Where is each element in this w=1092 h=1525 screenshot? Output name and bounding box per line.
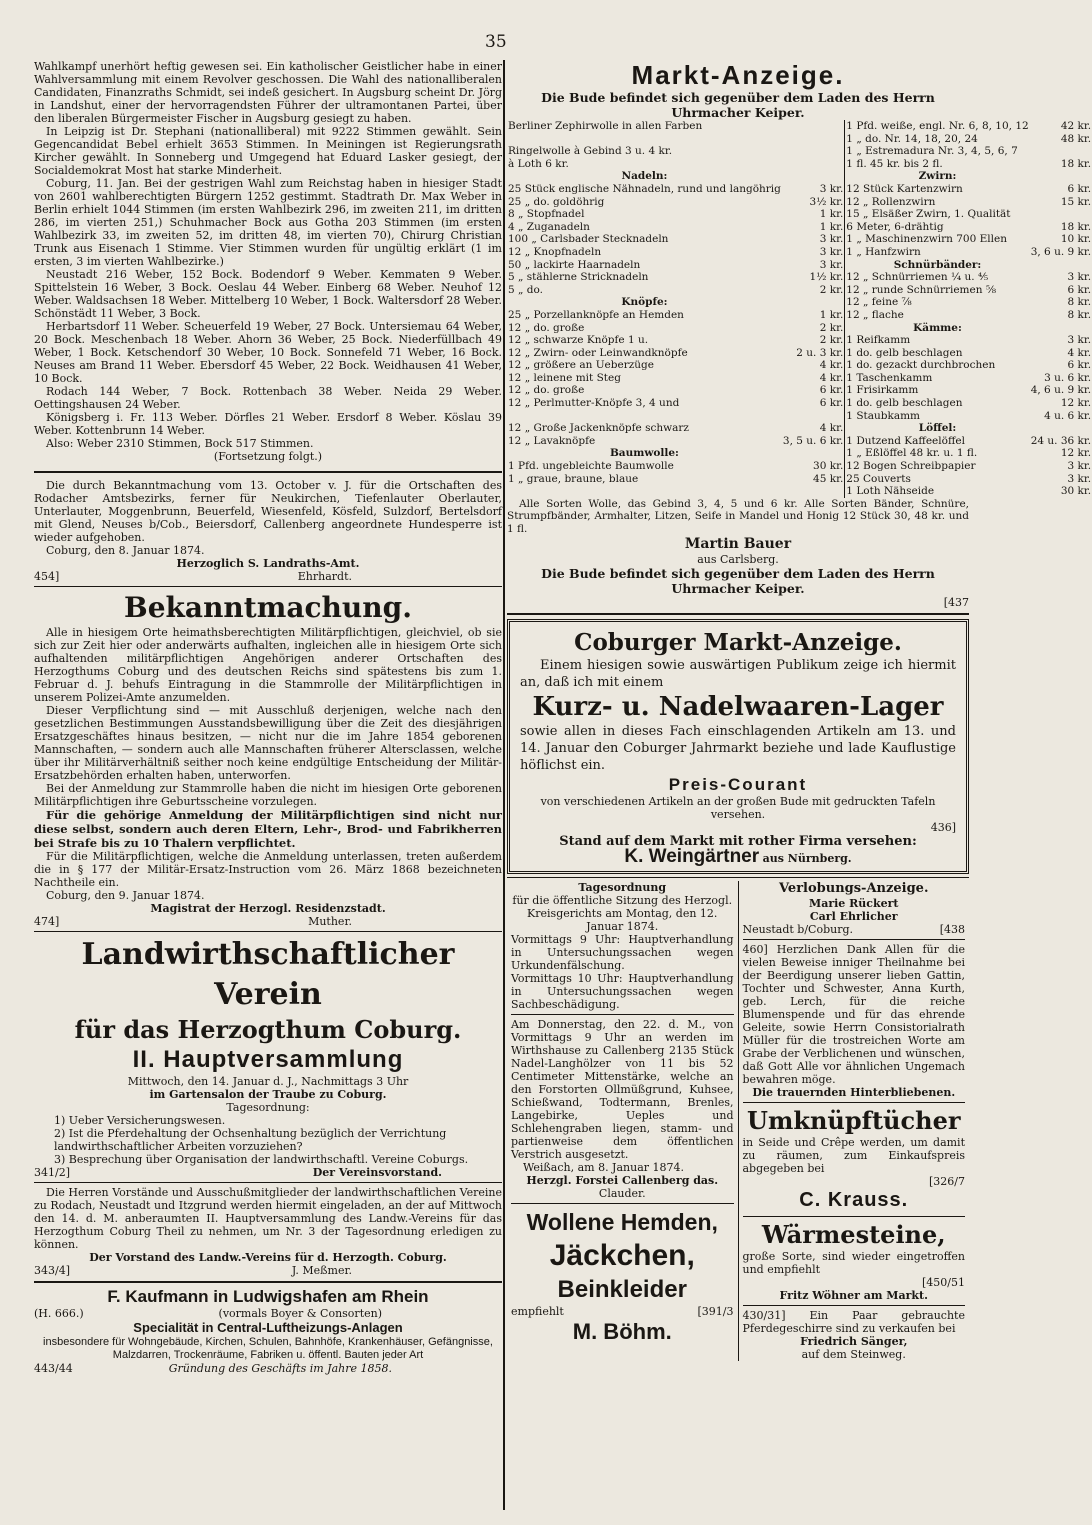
price-item: 1 „ do. Nr. 14, 18, 20, 24 [846,132,978,145]
price-item: 12 „ flache [846,308,904,321]
bek-paragraph: Alle in hiesigem Orte heimathsberechtigten Militärpflichtigen, gleichviel, ob sie sich zur Zeit hier oder anderwärts aufhalten, ingleichen alle in hiesigem Orte sich aufhaltenden militärpflichtigen Angehörigen anderer Ortschaften des Herzogthums Coburg und des deutschen Reichs sind spätestens bis zum 1. Februar d. J. behufs Eintragung in die Stammrolle der Militärpflichtigen in unserem Polizei-Amte anzumelden. [34,626,502,704]
divider [34,471,502,473]
price-value: 3½ kr. [809,195,844,208]
price-item: 12 „ Schnürriemen ¼ u. ⅘ [846,271,989,284]
kaufmann-text: insbesondere für Wohngebäude, Kirchen, Schulen, Bahnhöfe, Krankenhäuser, Gefängnisse, Malzdarren, Trockenräume, Fabriken u. öffentl. Bauten jeder Art [43,1336,493,1361]
price-item: 12 „ do. große [508,384,585,397]
cob-name: K. Weingärtner [624,845,760,867]
ads-left-sub [507,881,738,1361]
price-item: 1 Loth Nähseide [846,485,935,498]
kaufmann-ad [34,1287,502,1375]
umk-title: Umknüpftücher [747,1105,961,1135]
price-item: Zwirn: [918,170,957,183]
price-value [782,158,845,171]
dank-signature: Die trauernden Hinterbliebenen. [752,1085,956,1099]
price-value [1030,322,1092,335]
report-paragraph: In Leipzig ist Dr. Stephani (nationalliberal) mit 9222 Stimmen gewählt. Sein Gegencandidat Bebel erhielt 3653 Stimmen. In Meiningen ist Regierungsrath Kircher gewählt. In Sonneberg und Umgegend hat Eduard Lasker gesiegt, der Socialdemokrat Most hat starke Minderheit. [34,125,502,177]
wollene-emp: empfiehlt [511,1304,564,1318]
verl-name: Carl Ehrlicher [809,909,898,923]
price-row [507,259,1092,272]
price-row [507,233,1092,246]
notice-authority: Herzoglich S. Landraths-Amt. [176,557,360,570]
divider [34,1281,502,1283]
price-list [507,120,1092,498]
price-value: 3, 6 u. 9 kr. [1030,245,1092,258]
umk-text: in Seide und Crêpe werden, um damit zu räumen, zum Einkaufspreis abgegeben bei [742,1135,965,1175]
tages-head: Tagesordnung [578,880,667,894]
price-value: 3 kr. [819,245,844,258]
price-item: 12 „ Knopfnadeln [508,245,602,258]
price-value: 48 kr. [1060,132,1092,145]
forst-signer: Clauder. [598,1186,646,1200]
verl-head: Verlobungs-Anzeige. [779,880,929,896]
price-row [507,473,1092,486]
price-row [507,158,1092,171]
verein-signature-2: Der Vorstand des Landw.-Vereins für d. Herzogth. Coburg. [89,1251,447,1264]
price-item: 12 „ Perlmutter-Knöpfe 3, 4 und [508,397,680,410]
price-value: 3 kr. [1067,460,1092,473]
waerme-name: Fritz Wöhner am Markt. [779,1288,928,1302]
price-value [782,120,845,133]
price-value: 30 kr. [813,460,844,473]
price-item [507,133,782,146]
price-item: 1 do. gelb beschlagen [846,346,963,359]
verl-number: [438 [939,922,965,936]
price-item: 1 Pfd. weiße, engl. Nr. 6, 8, 10, 12 [846,120,1029,132]
price-item: Kämme: [913,321,962,334]
notice-signer: Ehrhardt. [297,570,352,583]
cob-preis-courant: Preis-Courant [668,774,808,794]
price-item: 12 „ runde Schnürriemen ⅝ [846,283,997,296]
price-item: 12 „ Lavaknöpfe [508,434,596,447]
price-row [507,309,1092,322]
price-item: 8 „ Stopfnadel [508,208,585,221]
continuation-note: (Fortsetzung folgt.) [213,450,323,463]
ads-grid [507,881,969,1361]
price-item: 5 „ do. [508,283,543,296]
cob-headline: Kurz- u. Nadelwaaren-Lager [532,691,944,722]
price-item: Schnürbänder: [893,258,982,271]
waerme-number: [450/51 [922,1275,965,1289]
price-item: 1 „ Estremadura Nr. 3, 4, 5, 6, 7 [846,145,1018,158]
price-value [782,485,845,498]
price-value [782,133,845,146]
price-value [782,447,845,460]
wollene-line: Beinkleider [557,1275,687,1303]
price-value: 24 u. 36 kr. [1030,434,1092,447]
price-row [507,485,1092,498]
price-value: 30 kr. [1060,485,1092,498]
price-item: 1 Pfd. ungebleichte Baumwolle [508,460,674,473]
wollene-name: M. Böhm. [572,1318,672,1344]
price-value: 3 kr. [1067,271,1092,284]
price-value: 3 kr. [819,182,844,195]
price-value: 3 u. 6 kr. [1044,371,1092,384]
price-value: 6 kr. [1067,359,1092,372]
price-value: 8 kr. [1067,296,1092,309]
price-value: 4 u. 6 kr. [1044,409,1092,422]
markt-number: [437 [943,595,969,609]
price-item: 1 Taschenkamm [846,371,933,384]
verein-number: 341/2] [34,1166,70,1179]
price-value: 4, 6 u. 9 kr. [1030,384,1092,397]
price-item [507,410,782,423]
cob-title: Coburger Markt-Anzeige. [574,628,902,656]
pferde-text: 430/31] Ein Paar gebrauchte Pferdegeschirre sind zu verkaufen bei [742,1308,965,1335]
umk-number: [326/7 [929,1174,965,1188]
kaufmann-number: 443/44 [34,1362,73,1375]
report-paragraph: Also: Weber 2310 Stimmen, Bock 517 Stimmen. [46,437,314,450]
price-item: 4 „ Zuganadeln [508,220,590,233]
price-item: 1 „ graue, braune, blaue [508,472,639,485]
kaufmann-hnum: (H. 666.) [34,1307,84,1320]
divider [511,1014,734,1015]
kaufmann-title: F. Kaufmann in Ludwigshafen am Rhein [107,1287,429,1306]
price-item: 5 „ stählerne Stricknadeln [508,271,649,284]
bek-paragraph: Dieser Verpflichtung sind — mit Ausschluß derjenigen, welche nach den gesetzlichen Bestimmungen Ausstandsbewilligung über die Zeit des diesjährigen Ersatzgeschäftes hinaus besitzen, — nicht nur die im Jahre 1854 geborenen Mannschaften, — sondern auch alle Mannschaften früherer Altersclassen, welche über ihr Militärverhältniß seither noch keine endgültige Entscheidung der Militär-Ersatzbehörden erhalten haben, unterworfen. [34,704,502,782]
price-item: Knöpfe: [621,296,668,309]
divider [743,1305,966,1306]
price-row [507,322,1092,335]
price-row [507,208,1092,221]
bek-paragraph: Bei der Anmeldung zur Stammrolle haben die nicht im hiesigen Orte geborenen Militärpflichtigen ihre Geburtsscheine vorzulegen. [34,782,502,808]
price-row [507,120,1092,133]
verl-name: Marie Rückert [809,896,899,910]
report-paragraph: Rodach 144 Weber, 7 Bock. Rottenbach 38 Weber. Neida 29 Weber. Oettingshausen 24 Weber. [34,385,502,411]
price-item: Baumwolle: [609,447,679,460]
cob-city: aus Nürnberg. [762,851,852,865]
bek-number: 474] [34,915,60,928]
price-row [507,271,1092,284]
price-item: 6 Meter, 6-drähtig [846,220,944,233]
price-item: 12 „ größere an Ueberzüge [508,359,654,372]
price-row [507,133,1092,146]
markt-title: Markt-Anzeige. [631,60,845,90]
price-value: 42 kr. [1060,120,1092,132]
price-value: 2 kr. [819,283,844,296]
price-row [507,183,1092,196]
markt-subtitle: Die Bude befindet sich gegenüber dem Laden des Herrn Uhrmacher Keiper. [541,90,935,120]
price-item: 1 fl. 45 kr. bis 2 fl. [846,157,943,170]
notice-date: Coburg, den 8. Januar 1874. [46,544,205,557]
cob-stand: Stand auf dem Markt mit rother Firma versehen: [559,833,917,849]
dank-text: 460] Herzlichen Dank Allen für die vielen Beweise inniger Theilnahme bei der Beerdigung unserer lieben Gattin, Tochter und Schwester, Anna Kurth, geb. Lerch, für die reiche Blumenspende und für das ehrende Geleite, sowie Herrn Consistorialrath Müller für die trostreichen Worte am Grabe der Verblichenen und wünschen, daß Gott Alle vor ähnlichen Ungemach bewahren möge. [742,942,965,1086]
divider [743,1216,966,1217]
price-item: 1 Staubkamm [846,409,921,422]
wollene-number: [391/3 [697,1304,734,1318]
verein-number-2: 343/4] [34,1264,70,1277]
price-row [507,296,1092,309]
price-value: 3 kr. [819,233,844,246]
price-row [507,196,1092,209]
price-item: 1 do. gezackt durchbrochen [846,359,996,372]
price-item: 1 „ Hanfzwirn [846,245,921,258]
cob-number: 436] [930,820,956,834]
verein-where: im Gartensalon der Traube zu Coburg. [149,1088,387,1101]
pferde-addr: auf dem Steinweg. [801,1347,906,1361]
bek-signer: Muther. [308,915,352,928]
cob-intro: Einem hiesigen sowie auswärtigen Publikum zeige ich hiermit an, daß ich mit einem [520,657,956,690]
price-item: 100 „ Carlsbader Stecknadeln [508,233,669,246]
price-value: 4 kr. [819,371,844,384]
report-paragraph: Wahlkampf unerhört heftig gewesen sei. Ein katholischer Geistlicher habe in einer Wahlversammlung mit einem Revolver geschossen. Die Wahl des nationalliberalen Candidaten, Finanzraths Schmidt, sei indeß gesichert. In Augsburg scheint Dr. Jörg in Landshut, einer der hervorragendsten Führer der ultramontanen Partei, über den liberalen Bürgermeister Fischer in Augsburg gesiegt zu haben. [34,60,502,125]
dog-notice [34,479,502,583]
column-divider [503,60,505,1510]
price-item: 50 „ lackirte Haarnadeln [508,258,641,271]
tages-line: Vormittags 9 Uhr: Hauptverhandlung in Untersuchungssachen wegen Urkundenfälschung. [511,932,734,972]
page-number: 35 [485,32,507,52]
price-value [782,145,845,158]
tages-line: für die öffentliche Sitzung des Herzogl. Kreisgerichts am Montag, den 12. Januar 1874. [512,893,733,933]
kaufmann-founded: Gründung des Geschäfts im Jahre 1858. [168,1362,392,1375]
markt-anzeige [507,60,1092,609]
price-value: 18 kr. [1060,157,1092,170]
report-paragraph: Königsberg i. Fr. 113 Weber. Dörfles 21 Weber. Ersdorf 8 Weber. Köslau 39 Weber. Kottenbrunn 14 Weber. [34,411,502,437]
ads-right-sub [738,881,970,1361]
forst-text: Am Donnerstag, den 22. d. M., von Vormittags 9 Uhr an werden im Wirthshause zu Callenberg 2135 Stück Nadel-Langhölzer von 11 bis 52 Centimeter Mittenstärke, welche an den Forstorten Ollmüßgrund, Kuhsee, Schießwand, Todtermann, Brenles, Langebirke, Ueples und Schlehengraben liegen, stamm- und partienweise dem öffentlichen Verstrich ausgesetzt. [511,1017,734,1161]
price-item: Berliner Zephirwolle in allen Farben [508,120,703,132]
price-item: 12 „ schwarze Knöpfe 1 u. [508,334,649,347]
price-item: 12 „ feine ⅞ [846,296,912,309]
price-item: 25 „ Porzellanknöpfe an Hemden [508,308,684,321]
markt-subtitle-2: Die Bude befindet sich gegenüber dem Laden des Herrn Uhrmacher Keiper. [541,565,935,596]
report-paragraph: Neustadt 216 Weber, 152 Bock. Bodendorf 9 Weber. Kemmaten 9 Weber. Spittelstein 16 Weber, 3 Bock. Oeslau 44 Weber. Einberg 68 Weber. Neuhof 12 Weber. Waldsachsen 18 Weber. Mittelberg 10 Weber, 1 Bock. Waltersdorf 28 Weber. Schönstädt 11 Weber, 3 Bock. [34,268,502,320]
verein-subtitle: für das Herzogthum Coburg. [74,1015,462,1044]
price-value: 3 kr. [1067,472,1092,485]
price-value [1030,259,1092,272]
price-value: 12 kr. [1060,397,1092,410]
price-value [1030,145,1092,158]
kaufmann-formerly: (vormals Boyer & Consorten) [218,1307,382,1320]
divider [34,931,502,932]
price-row [507,359,1092,372]
price-value: 8 kr. [1067,308,1092,321]
price-item: 1 Dutzend Kaffeelöffel [846,434,965,447]
price-row [507,384,1092,397]
price-row [507,246,1092,259]
verl-place: Neustadt b/Coburg. [742,922,854,936]
verein-when: Mittwoch, den 14. Januar d. J., Nachmittags 3 Uhr [127,1075,409,1088]
bekanntmachung-title: Bekanntmachung. [124,591,412,624]
notice-text: Die durch Bekanntmachung vom 13. October v. J. für die Ortschaften des Rodacher Amtsbezirks, ferner für Neukirchen, Tiefenlauter Oberlauter, Unterlauter, Moggenbrunn, Beuerfeld, Wiesenfeld, Kösfeld, Sulzdorf, Bertelsdorf mit Glend, Neuses b/Cob., Beiersdorf, Callenberg angeordnete Hundesperre ist wieder aufgehoben. [34,479,502,544]
divider [34,586,502,587]
price-item: 15 „ Elsäßer Zwirn, 1. Qualität [846,208,1011,221]
price-item: 25 Stück englische Nähnadeln, rund und langöhrig [508,182,781,195]
price-item: 12 „ leinene mit Steg [508,371,621,384]
price-value [782,410,845,423]
price-item: à Loth 6 kr. [508,157,569,170]
pferde-name: Friedrich Sänger, [800,1334,908,1348]
price-value: 1 kr. [819,208,844,221]
price-row [507,372,1092,385]
price-value: 1 kr. [819,308,844,321]
verein-signer-2: J. Meßmer. [291,1264,352,1277]
price-item: 25 Couverts [846,472,911,485]
price-value: 6 kr. [1067,283,1092,296]
waerme-title: Wärmesteine, [761,1219,946,1249]
divider [507,877,969,878]
verein-title: Landwirthschaftlicher Verein [81,937,455,1012]
waerme-text: große Sorte, sind wieder eingetroffen und empfiehlt [742,1249,965,1276]
cob-text: sowie allen in dieses Fach einschlagenden Artikeln am 13. und 14. Januar den Coburger Jahrmarkt beziehe und lade Kauflustige höflichst ein. [520,723,956,773]
price-value: 6 kr. [819,384,844,397]
verein-notice [34,935,502,1277]
price-item: 12 „ Große Jackenknöpfe schwarz [508,422,689,435]
price-value: 45 kr. [813,472,844,485]
price-item: 1 „ Maschinenzwirn 700 Ellen [846,233,1007,246]
left-column [34,60,502,1515]
divider [743,939,966,940]
agenda-item: 2) Ist die Pferdehaltung der Ochsenhaltung bezüglich der Verrichtung landwirthschaftlicher Arbeiten vorzuziehen? [54,1127,447,1153]
umk-name: C. Krauss. [799,1188,909,1211]
price-value [782,170,845,183]
price-item: Nadeln: [621,170,668,183]
markt-name: Martin Bauer [684,535,792,552]
agenda-item: 1) Ueber Versicherungswesen. [54,1114,226,1127]
price-value [782,296,845,309]
price-value [1030,208,1092,221]
price-item: Löffel: [918,422,957,435]
divider [34,1182,502,1183]
price-value: 1½ kr. [809,271,844,284]
verein-meeting-title: II. Hauptversammlung [132,1046,404,1073]
price-value [1030,170,1092,183]
price-value: 18 kr. [1060,220,1092,233]
price-item: 1 do. gelb beschlagen [846,397,963,410]
bekanntmachung [34,590,502,928]
price-row [507,347,1092,360]
notice-number: 454] [34,570,60,583]
right-column [507,60,1092,1515]
price-item: 12 Bogen Schreibpapier [846,460,976,473]
price-value: 3 kr. [1067,334,1092,347]
price-value [1030,422,1092,435]
price-value: 2 kr. [819,321,844,334]
price-row [507,397,1092,410]
price-value: 4 kr. [1067,346,1092,359]
price-value: 6 kr. [1067,182,1092,195]
price-row [507,435,1092,448]
price-value: 10 kr. [1060,233,1092,246]
price-item: 1 Reifkamm [846,334,911,347]
bek-authority: Magistrat der Herzogl. Residenzstadt. [150,902,386,915]
bek-paragraph: Für die gehörige Anmeldung der Militärpflichtigen sind nicht nur diese selbst, sondern auch deren Eltern, Lehr-, Brod- und Fabrikherren bei Strafe bis zu 10 Thalern verpflichtet. [34,808,502,850]
price-row [507,447,1092,460]
price-item: 12 „ do. große [508,321,585,334]
verein-paragraph: Die Herren Vorstände und Ausschußmitglieder der landwirthschaftlichen Vereine zu Rodach, Neustadt und Itzgrund werden hiermit eingeladen, an der auf Mittwoch den 14. d. M. anberaumten II. Hauptversammlung des Landw.-Vereins für das Herzogthum Coburg Theil zu nehmen, um Nr. 3 der Tagesordnung erledigen zu können. [34,1186,502,1251]
price-item: 12 „ Rollenzwirn [846,195,936,208]
wollene-line: Jäckchen, [549,1238,695,1272]
markt-footer: Alle Sorten Wolle, das Gebind 3, 4, 5 und 6 kr. Alle Sorten Bänder, Schnüre, Strumpfbänder, Armhalter, Litzen, Seife in Mandel und Honig 12 Stück 30, 48 kr. und 1 fl. [507,497,969,535]
price-value: 3 kr. [819,258,844,271]
price-value: 15 kr. [1060,195,1092,208]
coburger-markt-anzeige [507,619,969,874]
report-paragraph: Coburg, 11. Jan. Bei der gestrigen Wahl zum Reichstag haben in hiesiger Stadt von 2601 wahlberechtigten Bürgern 1252 gestimmt. Stadtrath Dr. Max Weber in Berlin erhielt 1044 Stimmen (im ersten Wahlbezirk 296, im zweiten 211, im dritten 286, im vierten 251,) Schuhmacher Bock aus Gotha 203 Stimmen (im ersten Wahlbezirk 33, im zweiten 52, im dritten 48, im vierten 70), Chirurg Christian Trunk aus Eisenach 1 Stimme. Vier Stimmen wurden für ungültig erklärt (1 im ersten, 3 im vierten Wahlbezirke.) [34,177,502,268]
price-item: 12 „ Zwirn- oder Leinwandknöpfe [508,346,688,359]
price-row [507,334,1092,347]
tages-line: Vormittags 10 Uhr: Hauptverhandlung in Untersuchungssachen wegen Sachbeschädigung. [511,971,734,1011]
price-row [507,460,1092,473]
bek-date: Coburg, den 9. Januar 1874. [46,889,205,902]
divider [511,1203,734,1204]
price-value: 2 kr. [819,334,844,347]
cob-preis-text: von verschiedenen Artikeln an der großen Bude mit gedruckten Tafeln versehen. [540,794,936,821]
election-report [34,60,502,463]
price-value: 1 kr. [819,220,844,233]
markt-from: aus Carlsberg. [697,552,779,566]
wollene-line: Wollene Hemden, [526,1208,718,1235]
forst-date: Weißach, am 8. Januar 1874. [523,1160,684,1174]
price-row [507,170,1092,183]
agenda-item: 3) Besprechung über Organisation der landwirthschaftl. Vereine Coburgs. [54,1153,469,1166]
price-row [507,422,1092,435]
divider [743,1102,966,1103]
price-row [507,221,1092,234]
verein-agenda-head: Tagesordnung: [226,1101,310,1114]
price-value: 2 u. 3 kr. [796,346,844,359]
report-paragraph: Herbartsdorf 11 Weber. Scheuerfeld 19 Weber, 27 Bock. Untersiemau 64 Weber, 20 Bock. Meschenbach 18 Weber. Ahorn 36 Weber, 25 Bock. Niederfüllbach 49 Weber, 1 Bock. Ketschendorf 30 Weber, 10 Bock. Sonnefeld 71 Weber, 16 Bock. Neuses am Brand 11 Weber. Ebersdorf 45 Weber, 22 Bock. Weidhausen 41 Weber, 10 Bock. [34,320,502,385]
price-item [507,485,782,498]
divider [507,613,969,615]
price-value: 12 kr. [1060,447,1092,460]
price-item: Ringelwolle à Gebind 3 u. 4 kr. [508,145,673,158]
kaufmann-special: Specialität in Central-Luftheizungs-Anlagen [133,1320,403,1335]
forst-signature: Herzgl. Forstei Callenberg das. [526,1173,719,1187]
price-row [507,145,1092,158]
price-item: 12 Stück Kartenzwirn [846,182,963,195]
verein-signature: Der Vereinsvorstand. [312,1166,442,1179]
price-value: 3, 5 u. 6 kr. [782,434,844,447]
price-item: 25 „ do. goldöhrig [508,195,605,208]
price-item: 1 „ Eßlöffel 48 kr. u. 1 fl. [846,447,978,460]
price-value: 4 kr. [819,422,844,435]
price-value: 4 kr. [819,359,844,372]
price-row [507,284,1092,297]
bek-paragraph: Für die Militärpflichtigen, welche die Anmeldung unterlassen, treten außerdem die in § 177 der Militär-Ersatz-Instruction vom 26. März 1868 bezeichneten Nachtheile ein. [34,850,502,889]
price-row [507,410,1092,423]
price-value: 6 kr. [819,397,844,410]
price-item: 1 Frisirkamm [846,384,919,397]
